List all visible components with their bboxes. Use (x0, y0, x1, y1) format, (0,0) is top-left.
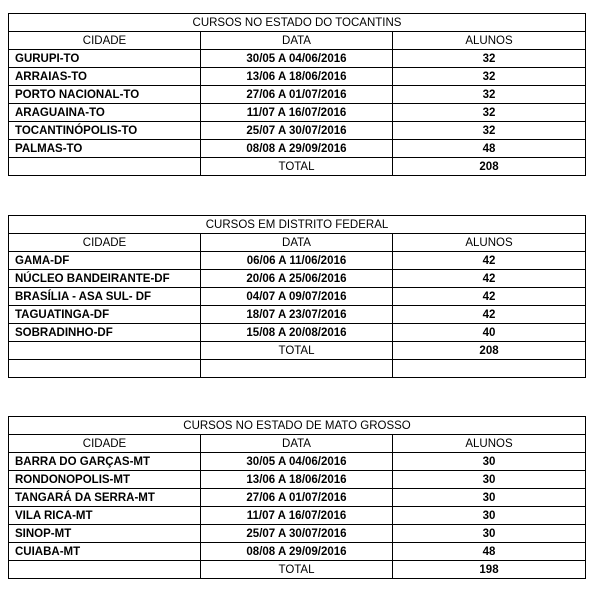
table-header-row (9, 32, 586, 50)
column-header-date: DATA (201, 435, 393, 453)
total-label: TOTAL (201, 342, 393, 360)
cell-city: ARRAIAS-TO (9, 68, 201, 86)
cell-students: 30 (393, 471, 586, 489)
table-row (9, 270, 586, 288)
cell-students: 40 (393, 324, 586, 342)
cell-students: 42 (393, 306, 586, 324)
cell-city: RONDONOPOLIS-MT (9, 471, 201, 489)
cell-students: 30 (393, 507, 586, 525)
cell-date: 18/07 A 23/07/2016 (201, 306, 393, 324)
cell-date: 15/08 A 20/08/2016 (201, 324, 393, 342)
cell-date: 27/06 A 01/07/2016 (201, 86, 393, 104)
table-row (9, 471, 586, 489)
column-header-students: ALUNOS (393, 435, 586, 453)
cell-date: 08/08 A 29/09/2016 (201, 140, 393, 158)
table-row (9, 86, 586, 104)
cell-date: 20/06 A 25/06/2016 (201, 270, 393, 288)
cell-city: BARRA DO GARÇAS-MT (9, 453, 201, 471)
cell-empty (393, 360, 586, 378)
table-row (9, 252, 586, 270)
table-title-row (9, 216, 586, 234)
table-row (9, 453, 586, 471)
cell-students: 48 (393, 543, 586, 561)
total-value: 198 (393, 561, 586, 579)
table-row (9, 489, 586, 507)
column-header-city: CIDADE (9, 435, 201, 453)
table-total-row (9, 342, 586, 360)
cell-students: 32 (393, 122, 586, 140)
cell-students: 48 (393, 140, 586, 158)
courses-table-tocantins (8, 13, 586, 176)
table-row (9, 507, 586, 525)
cell-city: PORTO NACIONAL-TO (9, 86, 201, 104)
cell-date: 04/07 A 09/07/2016 (201, 288, 393, 306)
cell-date: 27/06 A 01/07/2016 (201, 489, 393, 507)
total-label: TOTAL (201, 561, 393, 579)
table-title: CURSOS NO ESTADO DO TOCANTINS (9, 14, 586, 32)
table-header-row (9, 234, 586, 252)
cell-empty (201, 360, 393, 378)
table-total-row (9, 561, 586, 579)
table-row (9, 525, 586, 543)
cell-date: 30/05 A 04/06/2016 (201, 50, 393, 68)
table-row (9, 68, 586, 86)
cell-date: 11/07 A 16/07/2016 (201, 104, 393, 122)
cell-city: BRASÍLIA - ASA SUL- DF (9, 288, 201, 306)
cell-students: 32 (393, 68, 586, 86)
total-value: 208 (393, 342, 586, 360)
total-label: TOTAL (201, 158, 393, 176)
cell-date: 25/07 A 30/07/2016 (201, 525, 393, 543)
cell-date: 08/08 A 29/09/2016 (201, 543, 393, 561)
column-header-students: ALUNOS (393, 32, 586, 50)
cell-empty (9, 342, 201, 360)
table-row (9, 288, 586, 306)
table-title: CURSOS EM DISTRITO FEDERAL (9, 216, 586, 234)
column-header-city: CIDADE (9, 234, 201, 252)
cell-city: TAGUATINGA-DF (9, 306, 201, 324)
column-header-city: CIDADE (9, 32, 201, 50)
table-total-row (9, 158, 586, 176)
cell-students: 32 (393, 104, 586, 122)
table-row (9, 50, 586, 68)
table-title-row (9, 417, 586, 435)
courses-table-distrito-federal (8, 215, 586, 378)
table-row (9, 140, 586, 158)
column-header-students: ALUNOS (393, 234, 586, 252)
cell-city: NÚCLEO BANDEIRANTE-DF (9, 270, 201, 288)
cell-students: 30 (393, 489, 586, 507)
cell-students: 42 (393, 252, 586, 270)
column-header-date: DATA (201, 234, 393, 252)
cell-city: GURUPI-TO (9, 50, 201, 68)
table-row (9, 122, 586, 140)
cell-city: TANGARÁ DA SERRA-MT (9, 489, 201, 507)
cell-students: 30 (393, 525, 586, 543)
cell-students: 42 (393, 270, 586, 288)
cell-date: 13/06 A 18/06/2016 (201, 68, 393, 86)
cell-date: 25/07 A 30/07/2016 (201, 122, 393, 140)
cell-date: 11/07 A 16/07/2016 (201, 507, 393, 525)
cell-city: SINOP-MT (9, 525, 201, 543)
cell-empty (9, 158, 201, 176)
cell-city: CUIABA-MT (9, 543, 201, 561)
cell-students: 32 (393, 86, 586, 104)
table-row (9, 543, 586, 561)
table-row (9, 324, 586, 342)
table-title: CURSOS NO ESTADO DE MATO GROSSO (9, 417, 586, 435)
total-value: 208 (393, 158, 586, 176)
cell-city: VILA RICA-MT (9, 507, 201, 525)
cell-date: 13/06 A 18/06/2016 (201, 471, 393, 489)
cell-city: GAMA-DF (9, 252, 201, 270)
cell-city: ARAGUAINA-TO (9, 104, 201, 122)
cell-students: 30 (393, 453, 586, 471)
table-title-row (9, 14, 586, 32)
table-header-row (9, 435, 586, 453)
column-header-date: DATA (201, 32, 393, 50)
cell-city: TOCANTINÓPOLIS-TO (9, 122, 201, 140)
cell-students: 32 (393, 50, 586, 68)
cell-empty (9, 360, 201, 378)
cell-students: 42 (393, 288, 586, 306)
cell-date: 06/06 A 11/06/2016 (201, 252, 393, 270)
cell-date: 30/05 A 04/06/2016 (201, 453, 393, 471)
table-row (9, 104, 586, 122)
cell-city: PALMAS-TO (9, 140, 201, 158)
table-row (9, 306, 586, 324)
courses-table-mato-grosso (8, 416, 586, 579)
table-empty-row (9, 360, 586, 378)
cell-empty (9, 561, 201, 579)
cell-city: SOBRADINHO-DF (9, 324, 201, 342)
